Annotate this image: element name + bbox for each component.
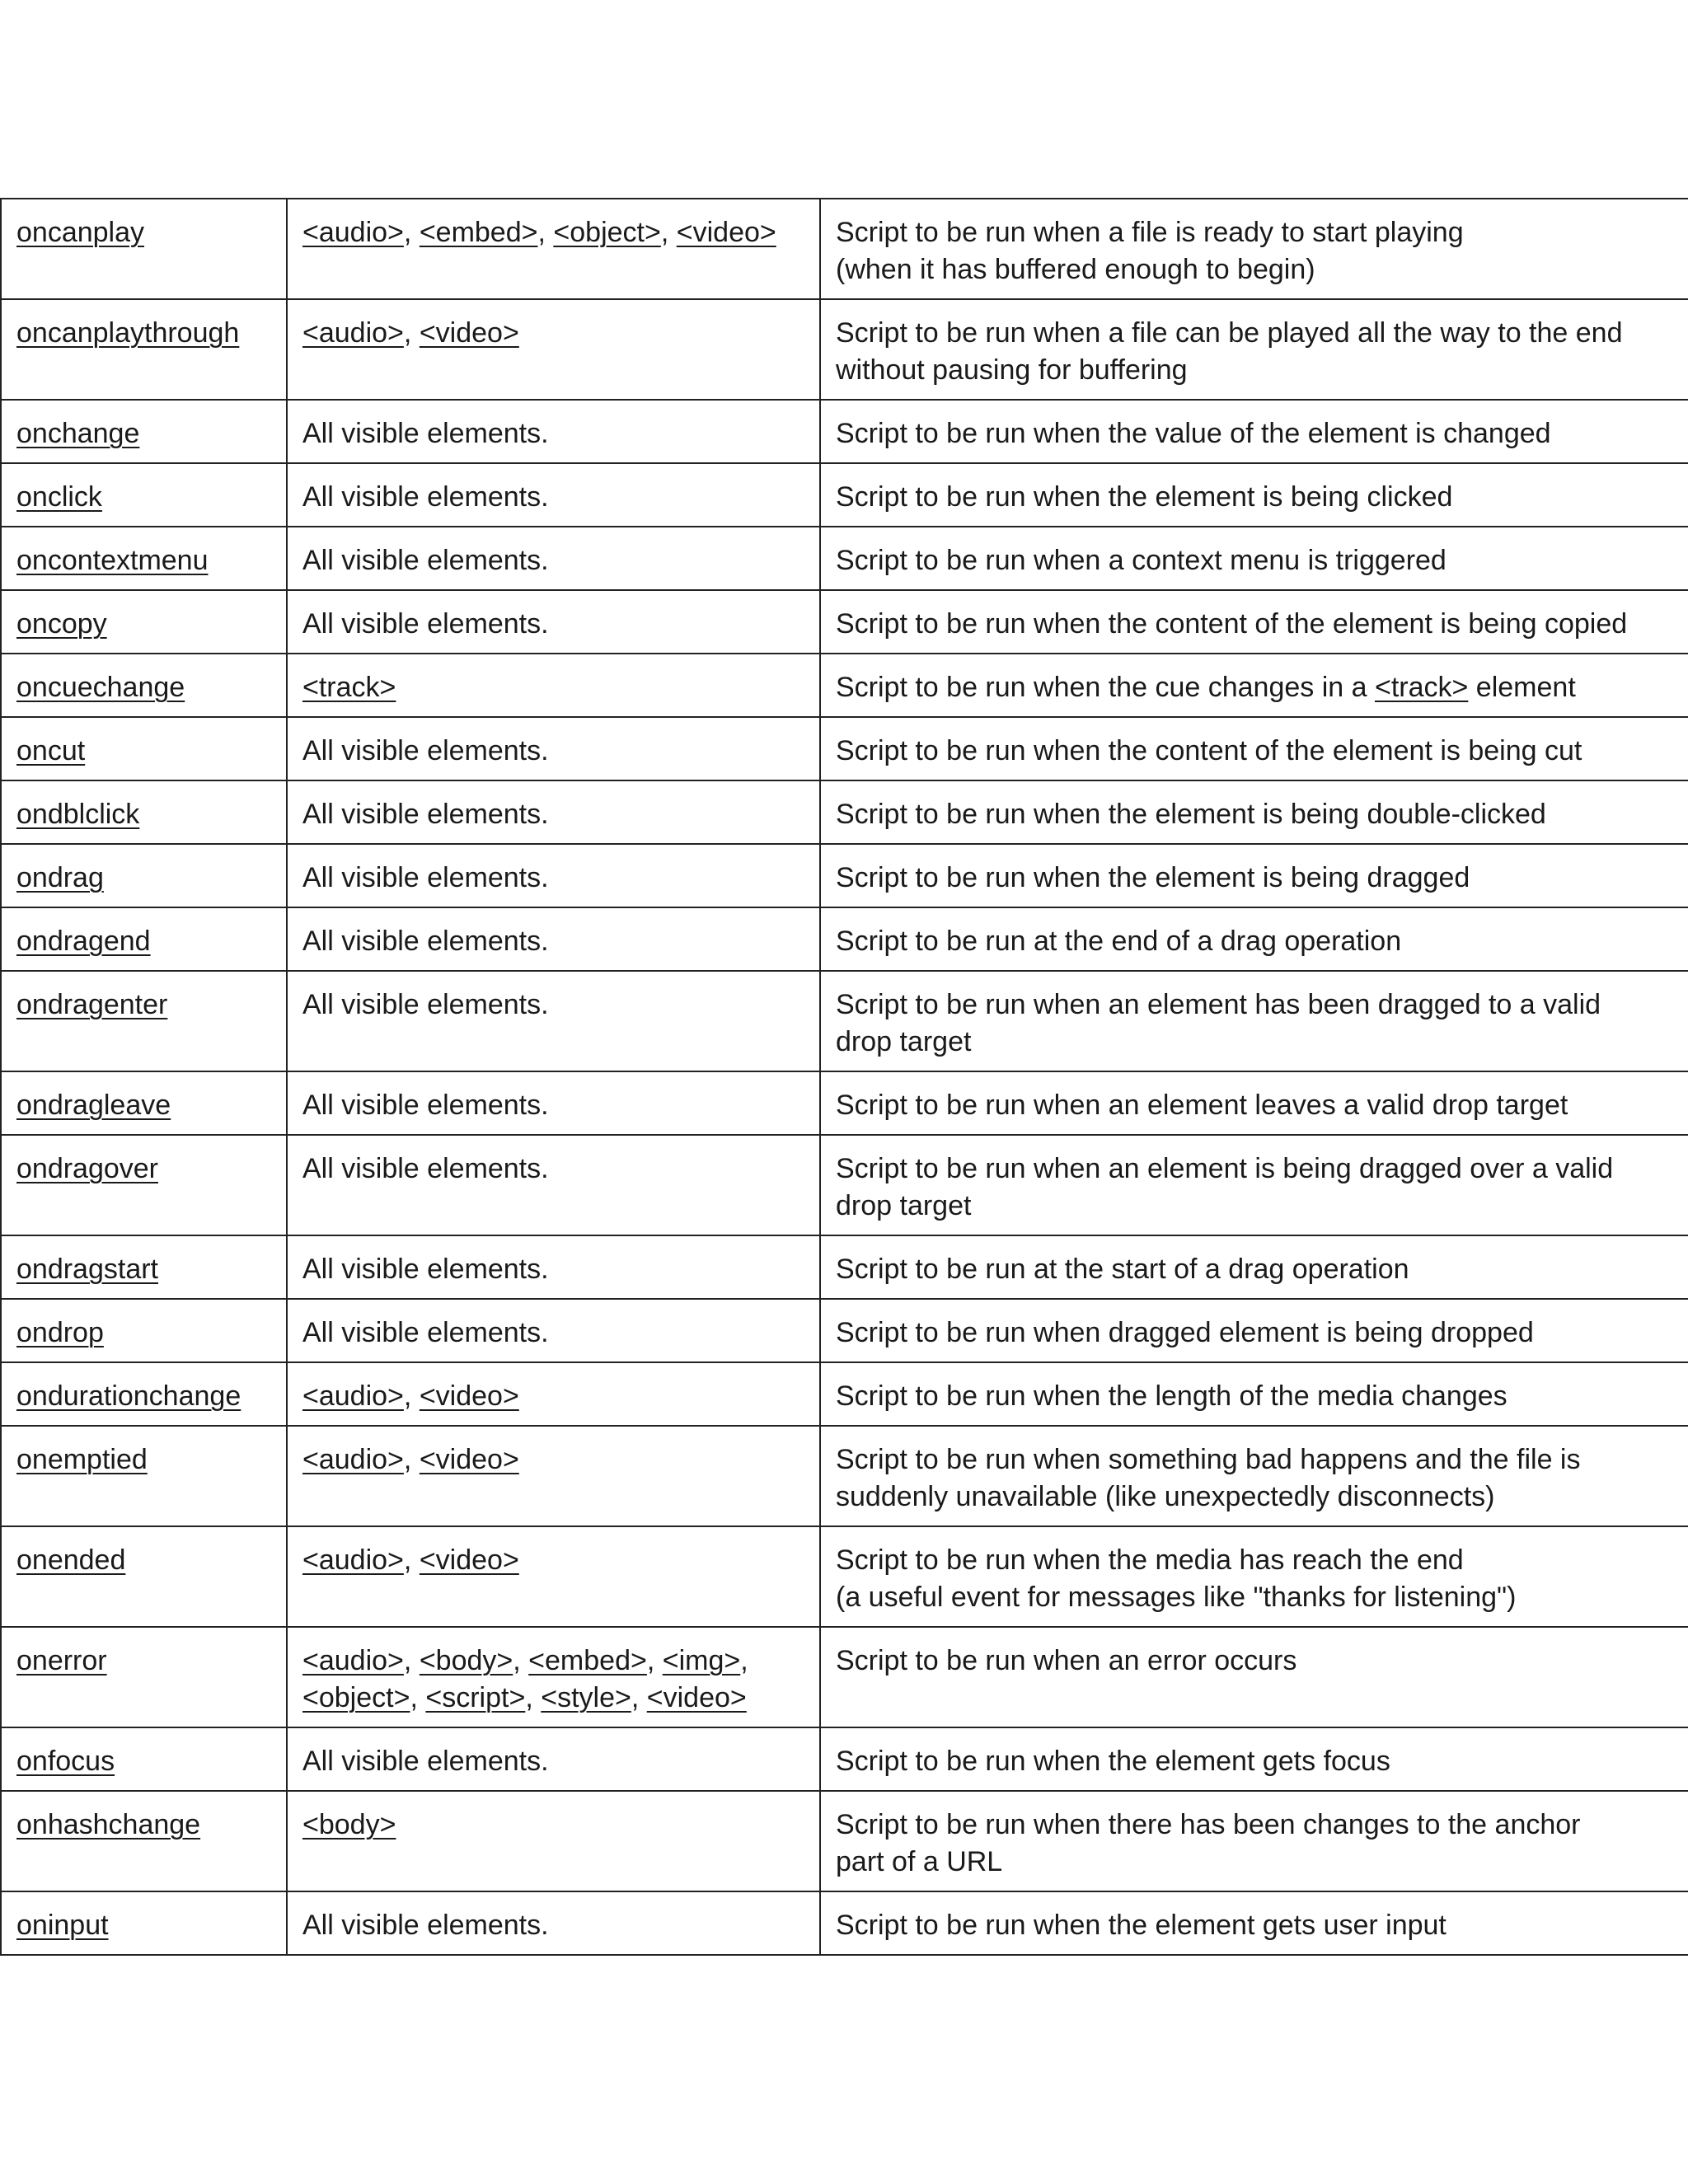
element-tag-link[interactable]: <body>	[302, 1809, 396, 1840]
description-line: Script to be run when the cue changes in a <track> element	[836, 672, 1576, 703]
description-cell	[820, 590, 1688, 654]
description-cell	[820, 400, 1688, 463]
description-line: Script to be run when an element has been dragged to a valid	[836, 989, 1601, 1020]
element-tag-link[interactable]: <track>	[1374, 672, 1469, 703]
description-line: Script to be run when the element is being clicked	[836, 481, 1453, 513]
elements-line	[302, 669, 806, 706]
description-cell	[820, 1071, 1688, 1135]
event-name-cell	[1, 1071, 287, 1135]
event-name-link[interactable]: oncontextmenu	[16, 545, 209, 576]
event-name-cell	[1, 1727, 287, 1791]
table-row	[1, 1299, 1688, 1362]
description-cell	[820, 654, 1688, 717]
element-tag-link[interactable]: <audio>	[302, 1444, 404, 1475]
description-cell	[820, 971, 1688, 1071]
description-cell	[820, 1727, 1688, 1791]
element-tag-link[interactable]: <audio>	[302, 317, 404, 349]
event-name-link[interactable]: oncopy	[16, 608, 107, 640]
table-row	[1, 1627, 1688, 1727]
description-line: Script to be run when the length of the media changes	[836, 1380, 1507, 1412]
element-tag-link[interactable]: <video>	[676, 217, 776, 248]
description-cell	[820, 463, 1688, 527]
table-row	[1, 527, 1688, 590]
description-cell	[820, 1426, 1688, 1526]
event-name-link[interactable]: onemptied	[16, 1444, 148, 1475]
description-line: Script to be run when the element is being dragged	[836, 862, 1470, 893]
table-row	[1, 299, 1688, 400]
elements-cell	[287, 654, 820, 717]
element-tag-link[interactable]: <video>	[419, 1444, 519, 1475]
elements-cell	[287, 907, 820, 971]
description-cell	[820, 844, 1688, 907]
event-name-cell	[1, 1526, 287, 1627]
table-row	[1, 1071, 1688, 1135]
description-cell	[820, 907, 1688, 971]
event-name-link[interactable]: oncut	[16, 735, 86, 766]
event-name-link[interactable]: onclick	[16, 481, 102, 513]
description-line: drop target	[836, 1190, 972, 1221]
elements-text: All visible elements.	[302, 481, 549, 513]
element-tag-link[interactable]: <img>	[662, 1645, 741, 1676]
elements-cell	[287, 1891, 820, 1955]
event-name-cell	[1, 1627, 287, 1727]
description-line: Script to be run when the content of the element is being copied	[836, 608, 1628, 640]
description-cell	[820, 1299, 1688, 1362]
table-body	[1, 199, 1688, 1955]
elements-cell	[287, 1791, 820, 1891]
event-name-cell	[1, 907, 287, 971]
event-name-cell	[1, 199, 287, 299]
table-row	[1, 1727, 1688, 1791]
description-line: Script to be run when there has been changes to the anchor	[836, 1809, 1581, 1840]
event-name-link[interactable]: ondrag	[16, 862, 104, 893]
element-tag-link[interactable]: <body>	[419, 1645, 513, 1676]
description-line: Script to be run when an error occurs	[836, 1645, 1297, 1676]
event-name-link[interactable]: onended	[16, 1544, 126, 1576]
table-row	[1, 1526, 1688, 1627]
event-name-cell	[1, 400, 287, 463]
elements-text: All visible elements.	[302, 1317, 549, 1348]
elements-cell	[287, 844, 820, 907]
element-tag-link[interactable]: <audio>	[302, 217, 404, 248]
event-name-link[interactable]: ondragover	[16, 1153, 159, 1184]
event-name-cell	[1, 971, 287, 1071]
event-name-link[interactable]: ondragend	[16, 926, 151, 957]
element-tag-link[interactable]: <script>	[425, 1682, 526, 1713]
elements-cell	[287, 780, 820, 844]
table-row	[1, 1791, 1688, 1891]
description-line: part of a URL	[836, 1846, 1003, 1877]
table-row	[1, 971, 1688, 1071]
elements-line: <audio>, <video>	[302, 1380, 519, 1412]
table-row	[1, 1891, 1688, 1955]
event-name-link[interactable]: oncanplaythrough	[16, 317, 240, 349]
description-cell	[820, 1526, 1688, 1627]
table-row	[1, 590, 1688, 654]
description-cell	[820, 527, 1688, 590]
event-name-link[interactable]: onfocus	[16, 1746, 115, 1777]
description-line: Script to be run when the content of the element is being cut	[836, 735, 1582, 766]
element-tag-link[interactable]: <video>	[419, 1544, 519, 1576]
description-cell	[820, 1627, 1688, 1727]
event-name-cell	[1, 1235, 287, 1299]
table-row	[1, 400, 1688, 463]
element-tag-link[interactable]: <embed>	[419, 217, 538, 248]
elements-text: All visible elements.	[302, 1910, 549, 1941]
elements-cell	[287, 1727, 820, 1791]
elements-line	[302, 1807, 806, 1844]
elements-text: All visible elements.	[302, 926, 549, 957]
description-cell	[820, 299, 1688, 400]
description-cell	[820, 780, 1688, 844]
elements-line: <audio>, <video>	[302, 1544, 519, 1576]
table-row	[1, 1426, 1688, 1526]
element-tag-link[interactable]: <video>	[419, 1380, 519, 1412]
description-cell	[820, 1135, 1688, 1235]
element-tag-link[interactable]: <audio>	[302, 1544, 404, 1576]
description-line: (a useful event for messages like "thanks for listening")	[836, 1582, 1517, 1613]
event-name-cell	[1, 1362, 287, 1426]
description-cell	[820, 199, 1688, 299]
elements-cell	[287, 1526, 820, 1627]
elements-line: <audio>, <video>	[302, 317, 519, 349]
event-name-cell	[1, 654, 287, 717]
event-name-link[interactable]: ondragleave	[16, 1090, 171, 1121]
table-row	[1, 717, 1688, 780]
event-name-cell	[1, 1891, 287, 1955]
event-name-link[interactable]: ondblclick	[16, 799, 140, 830]
element-tag-link[interactable]: <track>	[302, 672, 396, 703]
elements-cell	[287, 400, 820, 463]
event-name-link[interactable]: onerror	[16, 1645, 107, 1676]
elements-text: All visible elements.	[302, 608, 549, 640]
description-line: Script to be run when dragged element is being dropped	[836, 1317, 1534, 1348]
event-name-link[interactable]: oncuechange	[16, 672, 185, 703]
event-name-cell	[1, 844, 287, 907]
elements-cell	[287, 1299, 820, 1362]
event-name-cell	[1, 1791, 287, 1891]
description-cell	[820, 1235, 1688, 1299]
element-tag-link[interactable]: <video>	[646, 1682, 747, 1713]
elements-text: All visible elements.	[302, 1090, 549, 1121]
elements-cell	[287, 299, 820, 400]
table-row	[1, 780, 1688, 844]
event-name-cell	[1, 1299, 287, 1362]
description-line: Script to be run when the element is being double-clicked	[836, 799, 1546, 830]
description-line: without pausing for buffering	[836, 354, 1188, 386]
elements-cell	[287, 463, 820, 527]
description-line: Script to be run when an element is being dragged over a valid	[836, 1153, 1614, 1184]
event-name-cell	[1, 717, 287, 780]
table-row	[1, 907, 1688, 971]
table-row	[1, 1235, 1688, 1299]
event-name-cell	[1, 780, 287, 844]
description-line: Script to be run when a file is ready to start playing	[836, 217, 1464, 248]
description-line: Script to be run when an element leaves a valid drop target	[836, 1090, 1568, 1121]
elements-cell	[287, 1362, 820, 1426]
elements-text: All visible elements.	[302, 862, 549, 893]
event-name-link[interactable]: onchange	[16, 418, 140, 449]
element-tag-link[interactable]: <audio>	[302, 1380, 404, 1412]
elements-cell	[287, 1627, 820, 1727]
description-cell	[820, 717, 1688, 780]
description-line: Script to be run when something bad happens and the file is	[836, 1444, 1581, 1475]
description-line: drop target	[836, 1026, 972, 1057]
event-name-link[interactable]: ondurationchange	[16, 1380, 241, 1412]
event-name-cell	[1, 299, 287, 400]
description-line: Script to be run at the start of a drag operation	[836, 1254, 1409, 1285]
elements-cell	[287, 717, 820, 780]
description-line: (when it has buffered enough to begin)	[836, 254, 1315, 285]
elements-cell	[287, 1071, 820, 1135]
description-cell	[820, 1891, 1688, 1955]
event-name-cell	[1, 463, 287, 527]
description-line: Script to be run when the element gets focus	[836, 1746, 1390, 1777]
elements-text: All visible elements.	[302, 1153, 549, 1184]
elements-line: <audio>, <body>, <embed>, <img>,	[302, 1645, 748, 1676]
event-name-link[interactable]: ondragenter	[16, 989, 168, 1020]
event-name-link[interactable]: ondrop	[16, 1317, 104, 1348]
elements-text: All visible elements.	[302, 989, 549, 1020]
event-name-cell	[1, 590, 287, 654]
elements-cell	[287, 1426, 820, 1526]
event-name-cell	[1, 527, 287, 590]
elements-cell	[287, 199, 820, 299]
elements-text: All visible elements.	[302, 418, 549, 449]
table-row	[1, 654, 1688, 717]
elements-text: All visible elements.	[302, 1746, 549, 1777]
elements-line: <audio>, <video>	[302, 1444, 519, 1475]
elements-cell	[287, 971, 820, 1071]
event-name-cell	[1, 1135, 287, 1235]
event-name-cell	[1, 1426, 287, 1526]
table-row	[1, 463, 1688, 527]
table-row	[1, 1362, 1688, 1426]
elements-cell	[287, 527, 820, 590]
element-tag-link[interactable]: <embed>	[528, 1645, 647, 1676]
element-tag-link[interactable]: <audio>	[302, 1645, 404, 1676]
element-tag-link[interactable]: <style>	[541, 1682, 631, 1713]
element-tag-link[interactable]: <object>	[553, 217, 661, 248]
description-cell	[820, 1791, 1688, 1891]
elements-text: All visible elements.	[302, 545, 549, 576]
description-line: Script to be run when a context menu is triggered	[836, 545, 1447, 576]
description-line: suddenly unavailable (like unexpectedly disconnects)	[836, 1481, 1495, 1512]
description-line: Script to be run at the end of a drag operation	[836, 926, 1402, 957]
description-cell	[820, 1362, 1688, 1426]
elements-text: All visible elements.	[302, 799, 549, 830]
table-row	[1, 199, 1688, 299]
element-tag-link[interactable]: <object>	[302, 1682, 410, 1713]
event-name-link[interactable]: oncanplay	[16, 217, 145, 248]
elements-cell	[287, 1135, 820, 1235]
description-line: Script to be run when a file can be played all the way to the end	[836, 317, 1623, 349]
elements-line: <object>, <script>, <style>, <video>	[302, 1682, 747, 1713]
description-line: Script to be run when the element gets user input	[836, 1910, 1447, 1941]
description-line: Script to be run when the value of the element is changed	[836, 418, 1551, 449]
elements-text: All visible elements.	[302, 1254, 549, 1285]
event-name-link[interactable]: onhashchange	[16, 1809, 201, 1840]
elements-text: All visible elements.	[302, 735, 549, 766]
event-name-link[interactable]: oninput	[16, 1910, 109, 1941]
description-line: Script to be run when the media has reach the end	[836, 1544, 1464, 1576]
elements-cell	[287, 590, 820, 654]
elements-line: <audio>, <embed>, <object>, <video>	[302, 217, 776, 248]
element-tag-link[interactable]: <video>	[419, 317, 519, 349]
event-attributes-table	[0, 198, 1688, 1956]
table-row	[1, 1135, 1688, 1235]
table-row	[1, 844, 1688, 907]
elements-cell	[287, 1235, 820, 1299]
event-name-link[interactable]: ondragstart	[16, 1254, 158, 1285]
